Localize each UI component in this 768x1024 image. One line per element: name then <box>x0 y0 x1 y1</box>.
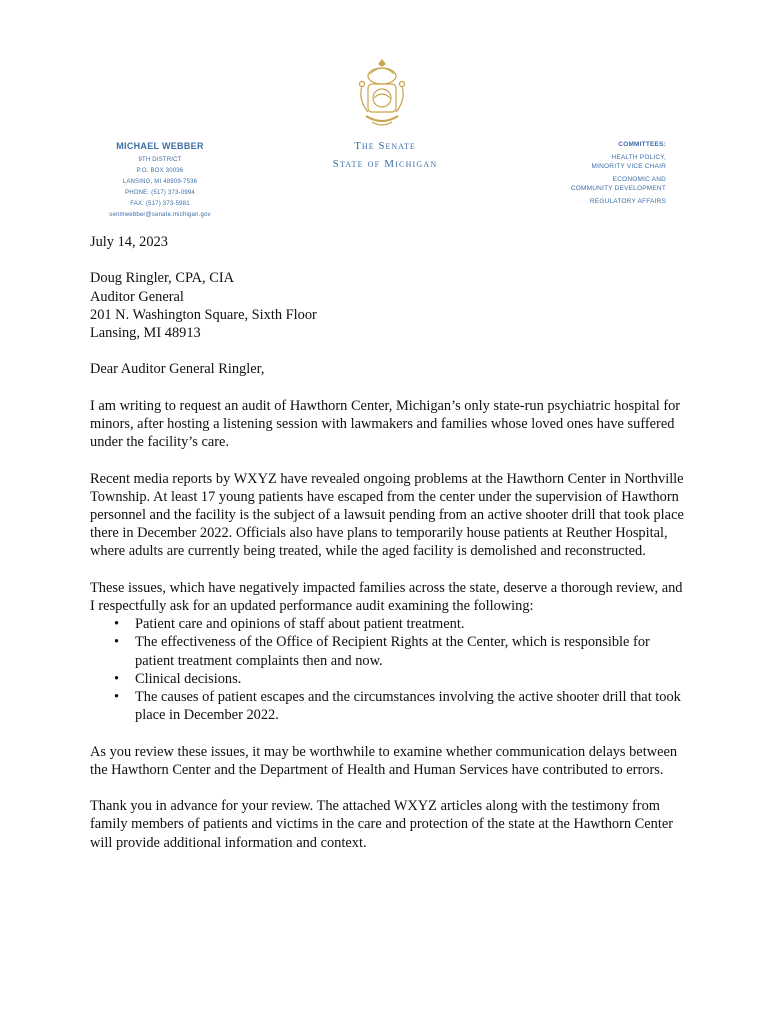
list-item-text: Patient care and opinions of staff about patient treatment. <box>135 616 465 633</box>
committees-title: COMMITTEES: <box>618 141 666 148</box>
bullet-icon: • <box>114 616 120 633</box>
senator-po-box: P.O. BOX 30036 <box>136 168 184 174</box>
paragraph-3: These issues, which have negatively impacted families across the state, deserve a thorough review, and I respectfully ask for an updated performance audit examining the following: <box>90 579 683 614</box>
committee-line: HEALTH POLICY, <box>611 154 666 161</box>
michigan-seal-icon <box>352 56 412 132</box>
paragraph-2: Recent media reports by WXYZ have revealed ongoing problems at the Hawthorn Center in Northville Township. At least 17 young patients have escaped from the center under the supervision of Hawthorn personnel and the facility is the subject of a lawsuit pending from an active shooter drill that took place there in December 2022. Officials also have plans to temporarily house patients at Reuther Hospital, where adults are currently being treated, while the aged facility is demolished and reconstructed. <box>90 470 684 560</box>
recipient-line: Lansing, MI 48913 <box>90 325 201 341</box>
senator-name: MICHAEL WEBBER <box>116 141 204 151</box>
bullet-list <box>90 615 690 724</box>
committee-item <box>516 154 666 171</box>
letter-body <box>90 233 690 852</box>
committee-item <box>516 176 666 193</box>
committee-item <box>516 198 666 207</box>
committee-line: ECONOMIC AND <box>612 176 666 183</box>
recipient-address <box>90 269 690 342</box>
committee-line: MINORITY VICE CHAIR <box>591 162 666 170</box>
senator-fax: FAX: (517) 373-5981 <box>130 201 190 207</box>
list-item-text: Clinical decisions. <box>135 670 242 687</box>
bullet-icon: • <box>114 634 120 651</box>
senator-phone: PHONE: (517) 373-0994 <box>125 190 195 196</box>
list-item <box>90 633 690 669</box>
list-item <box>90 615 690 633</box>
recipient-line: 201 N. Washington Square, Sixth Floor <box>90 306 317 323</box>
committee-line: COMMUNITY DEVELOPMENT <box>570 184 666 192</box>
salutation: Dear Auditor General Ringler, <box>90 361 265 378</box>
list-item <box>90 670 690 688</box>
list-item-text: The effectiveness of the Office of Recipient Rights at the Center, which is responsible for patient treatment complaints then and now. <box>135 634 650 669</box>
chamber-line-2: State of Michigan <box>332 158 438 170</box>
senator-contact-block <box>80 141 240 221</box>
paragraph-4: As you review these issues, it may be worthwhile to examine whether communication delays between the Hawthorn Center and the Department of Health and Human Services have contributed to errors. <box>90 743 678 778</box>
bullet-icon: • <box>114 670 120 687</box>
letter-date: July 14, 2023 <box>90 234 168 250</box>
list-item <box>90 688 690 724</box>
senator-email: senmwebber@senate.michigan.gov <box>109 212 211 218</box>
list-item-text: The causes of patient escapes and the circumstances involving the active shooter drill that took place in December 2022. <box>135 689 681 724</box>
senator-city: LANSING, MI 48909-7536 <box>122 179 198 185</box>
senator-district: 9TH DISTRICT <box>138 157 182 163</box>
chamber-line-1: The Senate <box>354 140 416 152</box>
recipient-line: Auditor General <box>90 288 184 305</box>
chamber-title-block <box>300 140 470 170</box>
committee-line: REGULATORY AFFAIRS <box>589 198 666 205</box>
bullet-icon: • <box>114 689 120 705</box>
paragraph-5: Thank you in advance for your review. The attached WXYZ articles along with the testimony from family members of patients and victims in the care and protection of the state at the Hawthorn Center will provide additional information and context. <box>90 798 674 851</box>
paragraph-1: I am writing to request an audit of Hawthorn Center, Michigan’s only state-run psychiatric hospital for minors, after hosting a listening session with lawmakers and families whose loved ones have suffered under the facility’s care. <box>90 397 681 451</box>
committees-block <box>516 141 666 212</box>
recipient-line: Doug Ringler, CPA, CIA <box>90 270 235 287</box>
